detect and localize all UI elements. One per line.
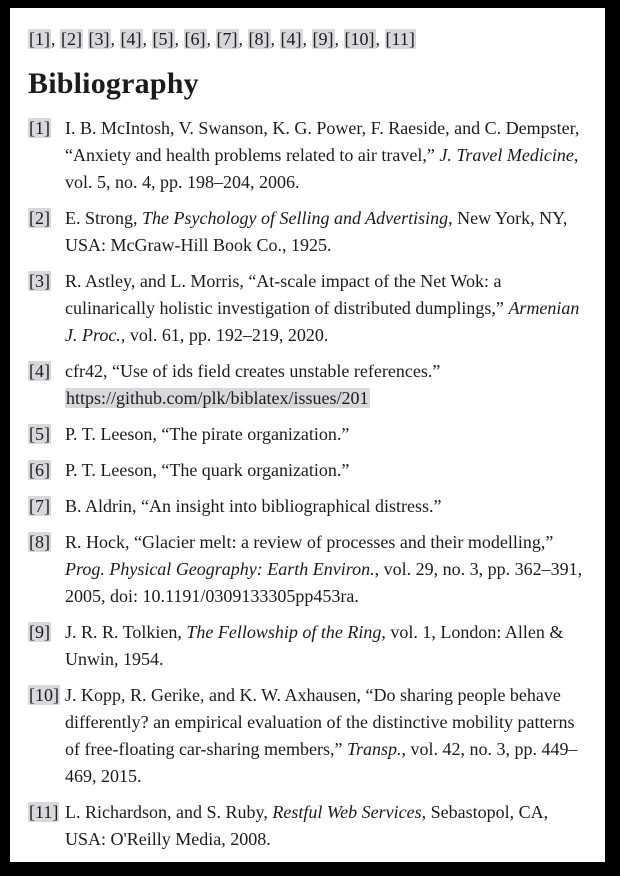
citation-link[interactable]: [9] xyxy=(312,29,334,49)
reference-label-column xyxy=(28,799,65,826)
reference-text-segment: J. Kopp, R. Gerike, and K. W. Axhausen, “Do sharing people behave differently? an empirical evaluation of the distinctive mobility patterns of free-floating car-sharing members,” xyxy=(65,685,575,759)
reference-label-column xyxy=(28,493,65,520)
reference-label[interactable]: [11] xyxy=(29,802,59,822)
citation-link[interactable]: [10] xyxy=(344,29,375,49)
citation-link[interactable]: [4] xyxy=(280,29,302,49)
reference-label[interactable]: [1] xyxy=(29,118,50,138)
citation-link[interactable]: [1] xyxy=(29,29,50,49)
reference-text xyxy=(65,205,585,259)
reference-list xyxy=(28,115,585,853)
reference-text xyxy=(65,682,585,790)
document-page xyxy=(10,8,605,862)
reference-item xyxy=(28,682,585,790)
reference-item xyxy=(28,421,585,448)
reference-label-column xyxy=(28,205,65,232)
reference-label[interactable]: [7] xyxy=(29,496,50,516)
reference-text-segment: , vol. 5, no. 4, pp. 198–204, 2006. xyxy=(65,145,579,192)
reference-text-segment: J. R. R. Tolkien, xyxy=(65,622,187,642)
reference-label-column xyxy=(28,682,65,709)
reference-text xyxy=(65,268,585,349)
reference-text xyxy=(65,421,585,448)
reference-title-italic: Armenian J. Proc. xyxy=(65,298,580,345)
reference-text-segment: , Sebastopol, CA, USA: O'Reilly Media, 2008. xyxy=(65,802,549,849)
reference-item xyxy=(28,358,585,412)
reference-label[interactable]: [10] xyxy=(29,685,59,705)
reference-text-segment: I. B. McIntosh, V. Swanson, K. G. Power, F. Raeside, and C. Dempster, “Anxiety and health problems related to air travel,” xyxy=(65,118,580,165)
reference-text xyxy=(65,799,585,853)
reference-title-italic: J. Travel Medicine xyxy=(439,145,574,165)
reference-text-segment: cfr42, “Use of ids field creates unstable references.” xyxy=(65,361,441,381)
citation-link[interactable]: [6] xyxy=(184,29,206,49)
reference-label-column xyxy=(28,619,65,646)
reference-label[interactable]: [3] xyxy=(29,271,50,291)
reference-label[interactable]: [8] xyxy=(29,532,50,552)
reference-label-column xyxy=(28,358,65,385)
reference-text xyxy=(65,358,585,412)
citation-link[interactable]: [7] xyxy=(216,29,238,49)
reference-text-segment: , vol. 29, no. 3, pp. 362–391, 2005, doi: 10.1191/0309133305pp453ra. xyxy=(65,559,583,606)
reference-label[interactable]: [5] xyxy=(29,424,50,444)
reference-label-column xyxy=(28,268,65,295)
reference-text-segment: R. Astley, and L. Morris, “At-scale impact of the Net Wok: a culinarically holistic investigation of distributed dumplings,” xyxy=(65,271,509,318)
citation-link[interactable]: [2] xyxy=(61,29,82,49)
reference-item xyxy=(28,493,585,520)
reference-title-italic: The Psychology of Selling and Advertising xyxy=(142,208,449,228)
reference-item xyxy=(28,205,585,259)
reference-label[interactable]: [4] xyxy=(29,361,50,381)
reference-label[interactable]: [2] xyxy=(29,208,50,228)
reference-label[interactable]: [9] xyxy=(29,622,50,642)
bibliography-heading: Bibliography xyxy=(28,67,199,100)
citation-line: [1], [2] [3], [4], [5], [6], [7], [8], [4], [9], [10], [11] xyxy=(29,29,415,49)
citation-link[interactable]: [4] xyxy=(120,29,142,49)
reference-item xyxy=(28,529,585,610)
reference-item xyxy=(28,457,585,484)
reference-label-column xyxy=(28,457,65,484)
reference-text-segment: , vol. 1, London: Allen & Unwin, 1954. xyxy=(65,622,564,669)
reference-label-column xyxy=(28,529,65,556)
reference-text xyxy=(65,457,585,484)
reference-url-link[interactable]: https://github.com/plk/biblatex/issues/201 xyxy=(66,388,369,408)
reference-text xyxy=(65,115,585,196)
reference-text-segment: B. Aldrin, “An insight into bibliographical distress.” xyxy=(65,496,442,516)
reference-label-column xyxy=(28,421,65,448)
reference-title-italic: Transp. xyxy=(347,739,402,759)
reference-item xyxy=(28,268,585,349)
reference-text-segment: E. Strong, xyxy=(65,208,143,228)
citation-link[interactable]: [5] xyxy=(152,29,174,49)
reference-text-segment: R. Hock, “Glacier melt: a review of processes and their modelling,” xyxy=(65,532,554,552)
reference-text-segment: L. Richardson, and S. Ruby, xyxy=(65,802,273,822)
reference-text-segment: , vol. 61, pp. 192–219, 2020. xyxy=(120,325,329,345)
reference-text-segment: , vol. 42, no. 3, pp. 449–469, 2015. xyxy=(65,739,578,786)
citation-link[interactable]: [8] xyxy=(248,29,270,49)
reference-item xyxy=(28,115,585,196)
reference-text-segment: , New York, NY, USA: McGraw-Hill Book Co., 1925. xyxy=(65,208,568,255)
reference-text xyxy=(65,493,585,520)
citation-link[interactable]: [11] xyxy=(385,29,415,49)
reference-label-column xyxy=(28,115,65,142)
reference-title-italic: Restful Web Services xyxy=(272,802,422,822)
reference-item xyxy=(28,799,585,853)
reference-text-segment: P. T. Leeson, “The quark organization.” xyxy=(65,460,350,480)
reference-title-italic: Prog. Physical Geography: Earth Environ. xyxy=(65,559,375,579)
reference-text xyxy=(65,619,585,673)
reference-text xyxy=(65,529,585,610)
reference-title-italic: The Fellowship of the Ring xyxy=(186,622,382,642)
reference-item xyxy=(28,619,585,673)
reference-text-segment: P. T. Leeson, “The pirate organization.” xyxy=(65,424,350,444)
reference-label[interactable]: [6] xyxy=(29,460,50,480)
citation-link[interactable]: [3] xyxy=(88,29,110,49)
